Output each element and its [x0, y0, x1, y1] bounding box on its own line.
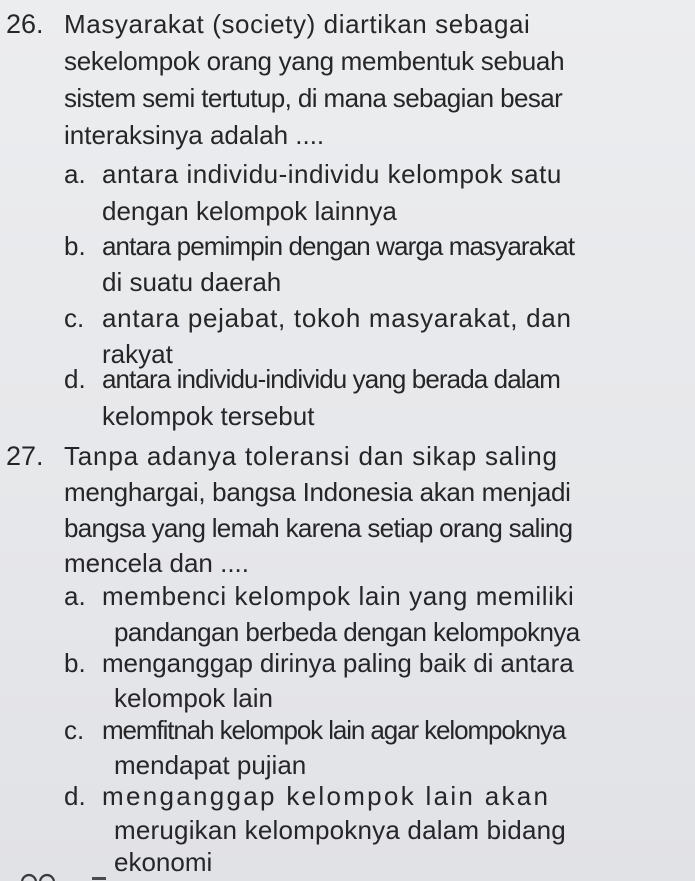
option-text-line: mendapat pujian [114, 750, 307, 780]
option-text-line: menganggap dirinya paling baik di antara [102, 648, 574, 678]
option-text-line: antara individu-individu yang berada dalam [102, 364, 560, 394]
question-number: 27. [6, 441, 44, 471]
option-letter: b. [64, 231, 86, 261]
option-text-line: pandangan berbeda dengan kelompoknya [114, 617, 580, 647]
question-stem-line: sistem semi tertutup, di mana sebagian besar [64, 83, 563, 113]
option-text-line: kelompok tersebut [102, 401, 315, 431]
option-text-line: memfitnah kelompok lain agar kelompoknya [102, 715, 566, 745]
option-letter: d. [64, 781, 86, 811]
option-text-line: rakyat [102, 339, 173, 369]
option-text-line: antara pejabat, tokoh masyarakat, dan [102, 303, 572, 333]
option-letter: a. [64, 581, 86, 611]
option-letter: c. [64, 303, 85, 333]
question-stem-line: mencela dan .... [64, 548, 249, 578]
question-stem-line: interaksinya adalah .... [64, 120, 325, 150]
option-letter: c. [64, 715, 85, 745]
question-stem-line: Masyarakat (society) diartikan sebagai [64, 9, 531, 39]
option-text-line: membenci kelompok lain yang memiliki [102, 581, 575, 611]
option-text-line: merugikan kelompoknya dalam bidang [114, 815, 566, 845]
option-letter: d. [64, 364, 86, 394]
question-stem-line: bangsa yang lemah karena setiap orang saling [64, 513, 573, 543]
question-stem-line: menghargai, bangsa Indonesia akan menjadi [64, 477, 571, 507]
option-text-line: ekonomi [114, 847, 213, 877]
question-stem-line: sekelompok orang yang membentuk sebuah [64, 46, 565, 76]
question-stem-line: Tanpa adanya toleransi dan sikap saling [64, 441, 558, 471]
question-number: 26. [6, 9, 44, 39]
option-text-line: antara pemimpin dengan warga masyarakat [102, 231, 575, 261]
option-letter: b. [64, 648, 86, 678]
option-text-line: menganggap kelompok lain akan [102, 781, 551, 811]
option-letter: a. [64, 159, 86, 189]
next-question-cutoff [0, 868, 140, 881]
option-text-line: dengan kelompok lainnya [102, 196, 397, 226]
option-text-line: antara individu-individu kelompok satu [102, 159, 562, 189]
option-text-line: di suatu daerah [102, 267, 282, 297]
option-text-line: kelompok lain [114, 683, 273, 713]
